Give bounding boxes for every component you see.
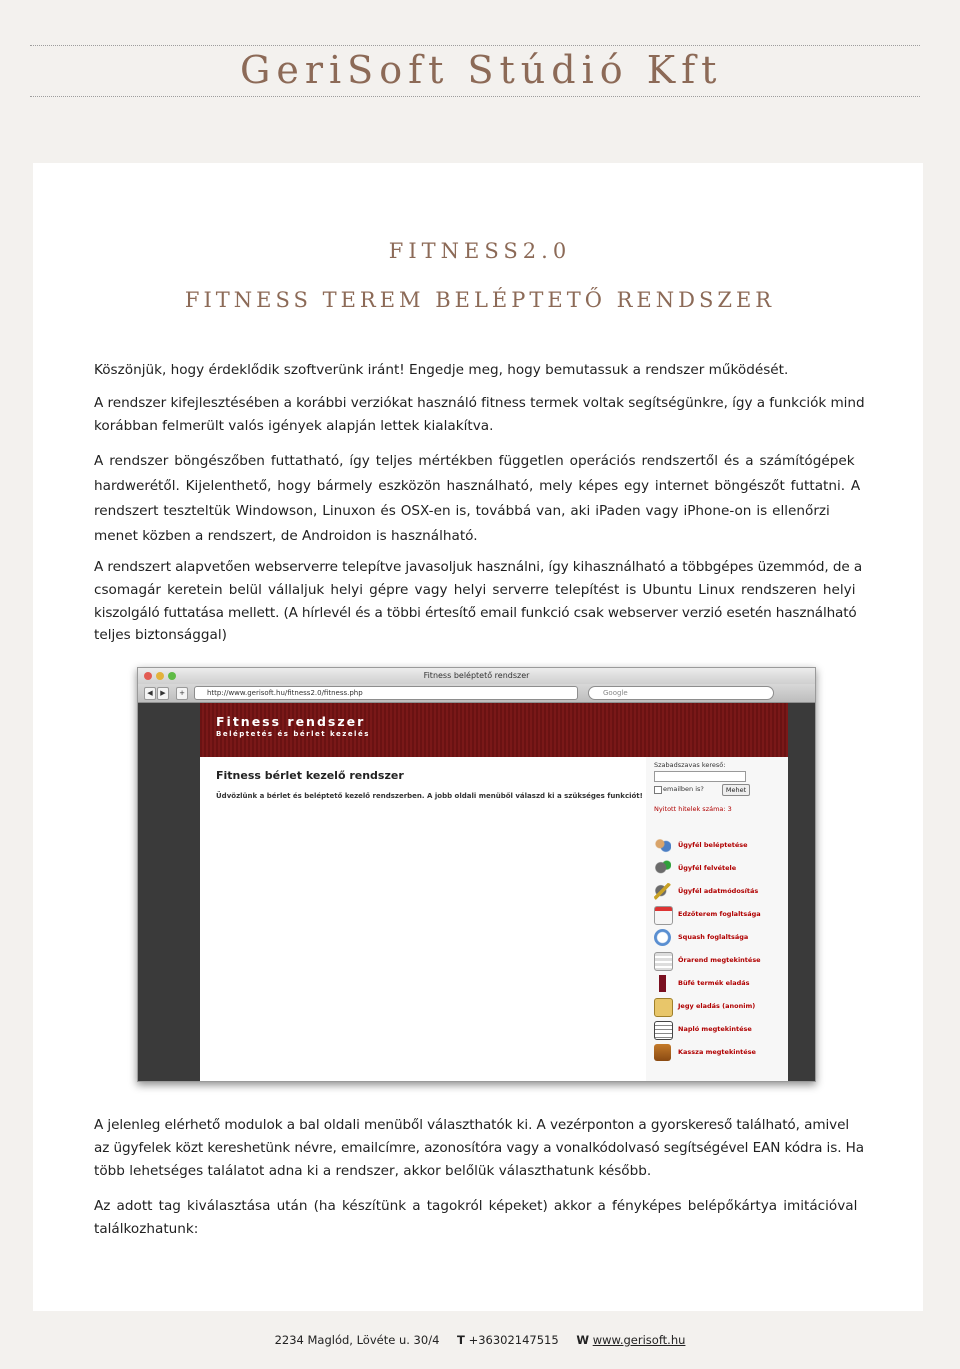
calendar-icon: [654, 906, 673, 925]
forward-arrow-icon: ▶: [157, 687, 169, 700]
webpage: [138, 703, 815, 1081]
text-line: találkozhatunk:: [94, 1220, 199, 1237]
company-name: GeriSoft Stúdió Kft: [240, 48, 723, 92]
menu-item: [654, 835, 784, 857]
page-background-right: [788, 703, 815, 1081]
text-line: A rendszer kifejlesztésében a korábbi verziókat használó fitness termek voltak segítségünkre, így a funkciók mind: [94, 395, 865, 411]
text-line: A rendszer böngészőben futtatható, így teljes mértékben független operációs rendszertől és a számítógépek: [94, 453, 855, 469]
menu-label: Ügyfél beléptetése: [678, 841, 748, 849]
menu-label: Napló megtekintése: [678, 1025, 752, 1033]
menu-item: [654, 1042, 784, 1064]
back-arrow-icon: ◀: [144, 687, 156, 700]
menu-item: [654, 950, 784, 972]
main-title: Fitness bérlet kezelő rendszer: [216, 769, 404, 782]
app-screenshot: [137, 667, 816, 1082]
menu-label: Órarend megtekintése: [678, 956, 761, 964]
menu-item: [654, 858, 784, 880]
text-line: Az adott tag kiválasztása után (ha készítünk a tagokról képeket) akkor a fényképes belépőkártya imitációval: [94, 1198, 858, 1214]
paragraph-member-card: [94, 1195, 871, 1241]
minimize-dot-icon: [156, 672, 164, 680]
search-button: Mehet: [722, 784, 750, 796]
text-line: menet közben a rendszert, de Androidon is használható.: [94, 528, 478, 544]
main-subtitle: Üdvözlünk a bérlet és beléptető kezelő rendszerben. A jobb oldali menüből válaszd ki a szükséges funkciót!: [216, 792, 643, 800]
menu-item: [654, 904, 784, 926]
add-bookmark-icon: +: [176, 687, 188, 700]
text-line: korábban felmerült valós igények alapján lettek kialakítva.: [94, 417, 494, 434]
site-banner: [200, 703, 788, 757]
menu-item: [654, 996, 784, 1018]
web-label: W: [576, 1333, 590, 1347]
cashbox-icon: [654, 1044, 671, 1061]
text-line: rendszert teszteltük Windowson, Linuxon és OSX-en is, továbbá van, aki iPaden vagy iPhone-on is ellenőrzi: [94, 503, 830, 519]
ticket-icon: [654, 998, 673, 1017]
footer-website-link[interactable]: www.gerisoft.hu: [592, 1333, 686, 1347]
phone-label: T: [457, 1333, 465, 1347]
bottle-icon: [654, 975, 671, 992]
text-line: A rendszert alapvetően webserverre telepítve javasoljuk használni, így kihasználható a többgépes üzemmód, de a: [94, 559, 863, 575]
text-line: Köszönjük, hogy érdeklődik szoftverünk iránt! Engedje meg, hogy bemutassuk a rendszer működését.: [94, 362, 789, 378]
site-subtitle: Beléptetés és bérlet kezelés: [216, 730, 370, 738]
browser-search-field: Google: [588, 686, 774, 700]
paragraph-browser: [94, 449, 871, 549]
add-user-icon: [654, 860, 671, 877]
text-line: csomagár keretein belül vállaljuk helyi gépre vagy helyi serverre telepítést is Ubuntu Linux rendszeren helyi: [94, 581, 856, 598]
page-footer: [0, 1333, 960, 1347]
document-title: FITNESS2.0: [388, 239, 572, 263]
menu-label: Ügyfél adatmódosítás: [678, 887, 759, 895]
paragraph-install: [94, 556, 871, 647]
text-line: az ügyfelek közt kereshetünk névre, emailcímre, azonosítóra vagy a vonalkódolvasó segítségével EAN kódra is. Ha: [94, 1139, 864, 1156]
clock-icon: [654, 929, 671, 946]
email-checkbox-label: emailben is?: [663, 785, 704, 793]
open-credits: Nyitott hitelek száma: 3: [654, 805, 732, 813]
browser-toolbar: [138, 684, 815, 703]
paragraph-modules: [94, 1114, 871, 1182]
top-rule: [30, 45, 920, 46]
right-sidebar: [646, 757, 788, 1081]
text-line: több lehetséges találatot adna ki a rendszer, akkor belőlük választhatunk később.: [94, 1162, 652, 1179]
edit-user-icon: [654, 883, 671, 900]
site-title: Fitness rendszer: [216, 714, 366, 729]
text-line: hardwerétől. Kijelenthető, hogy bármely eszközön használható, mely képes egy internet böngészőt futtatni. A: [94, 478, 861, 494]
menu-item: [654, 1019, 784, 1041]
close-dot-icon: [144, 672, 152, 680]
paragraph-development: [94, 392, 871, 438]
search-label: Szabadszavas kereső:: [654, 761, 726, 769]
footer-phone: +36302147515: [468, 1333, 559, 1347]
page-background-left: [138, 703, 200, 1081]
menu-label: Ügyfél felvétele: [678, 864, 737, 872]
window-title: Fitness beléptető rendszer: [423, 671, 530, 680]
zoom-dot-icon: [168, 672, 176, 680]
window-titlebar: [138, 668, 815, 684]
menu-item: [654, 881, 784, 903]
header-rule: [30, 96, 920, 97]
schedule-icon: [654, 952, 673, 971]
text-line: teljes biztonsággal): [94, 627, 227, 644]
url-bar: http://www.gerisoft.hu/fitness2.0/fitness.php: [194, 686, 578, 700]
site-content: [200, 757, 788, 1081]
menu-label: Squash foglaltsága: [678, 933, 749, 941]
menu-label: Edzőterem foglaltsága: [678, 910, 761, 918]
menu-item: [654, 973, 784, 995]
menu-label: Kassza megtekintése: [678, 1048, 756, 1056]
document-subtitle: FITNESS TEREM BELÉPTETŐ RENDSZER: [184, 288, 776, 312]
notebook-icon: [654, 1021, 673, 1040]
email-checkbox: [654, 786, 662, 794]
menu-label: Büfé termék eladás: [678, 979, 750, 987]
menu-label: Jegy eladás (anonim): [678, 1002, 756, 1010]
menu-item: [654, 927, 784, 949]
paragraph-intro: [94, 359, 871, 382]
search-input: [654, 771, 746, 782]
people-icon: [654, 837, 671, 854]
footer-address: 2234 Maglód, Lövéte u. 30/4: [274, 1333, 440, 1347]
text-line: kiszolgáló futtatása mellett. (A hírlevél és a többi értesítő email funkció csak webserver verzió esetén használható: [94, 604, 857, 621]
text-line: A jelenleg elérhető modulok a bal oldali menüből választhatók ki. A vezérponton a gyorskereső található, amivel: [94, 1117, 850, 1133]
